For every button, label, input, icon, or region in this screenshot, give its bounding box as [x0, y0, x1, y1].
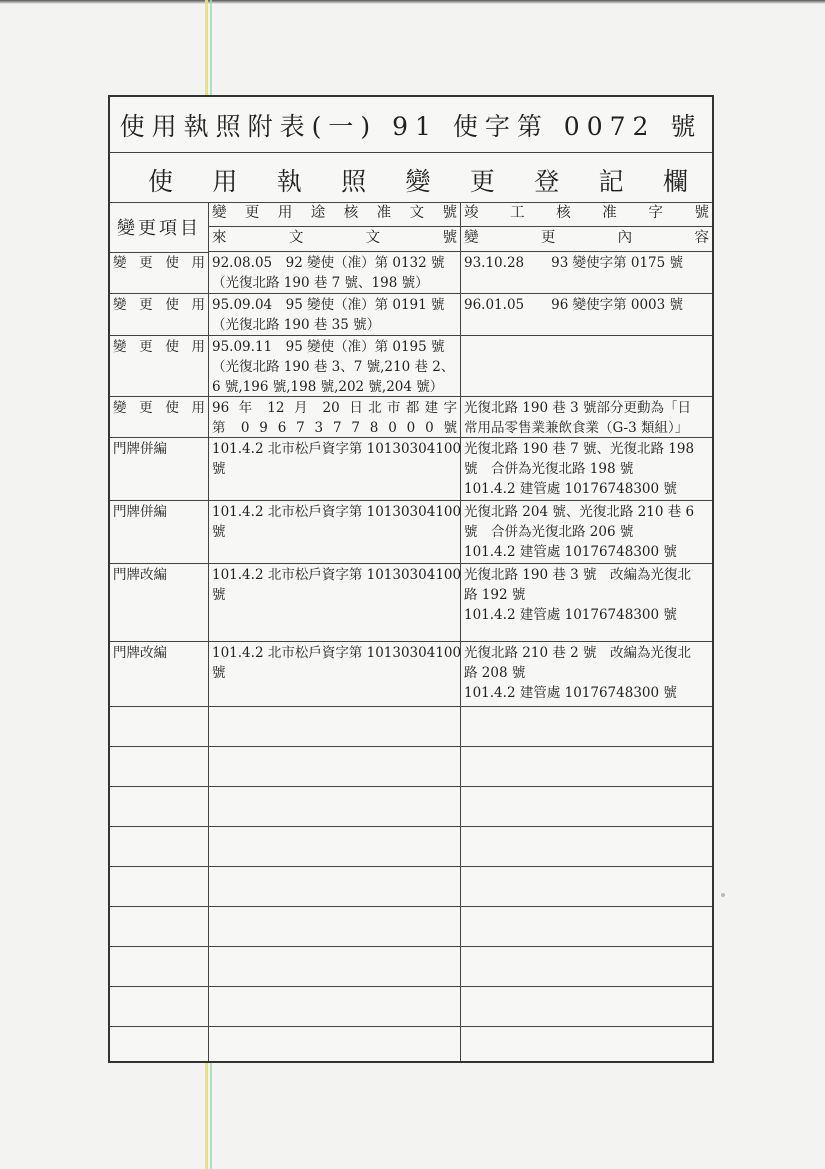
empty-cell [209, 907, 461, 946]
empty-cell [110, 867, 209, 906]
approval-line: 101.4.2 北市松戶資字第 10130304100 [212, 504, 462, 520]
table-row [110, 564, 712, 642]
approval-cell [209, 564, 461, 641]
approval-line: （光復北路 190 巷 3、7 號,210 巷 2、 [212, 359, 455, 375]
approval-line: 101.4.2 北市松戶資字第 10130304100 [212, 441, 462, 457]
approval-cell [209, 336, 461, 396]
approval-line: 95.09.04 95 變使（准）第 0191 號 [212, 297, 445, 313]
approval-line: 號 [212, 524, 226, 540]
empty-cell [110, 787, 209, 826]
change-item-text: 門牌改編 [113, 567, 167, 583]
empty-row [110, 1027, 712, 1061]
detail-line: 101.4.2 建管處 10176748300 號 [464, 544, 677, 560]
table-row [110, 397, 712, 438]
permit-change-table [108, 95, 714, 1063]
empty-cell [461, 987, 712, 1026]
empty-cell [461, 787, 712, 826]
empty-cell [209, 1027, 461, 1061]
empty-cell [209, 947, 461, 986]
detail-line: 96.01.05 96 變使字第 0003 號 [464, 297, 684, 313]
approval-line: 6 號,196 號,198 號,202 號,204 號） [212, 379, 444, 395]
header-completion-number: 竣 工 核 准 字 號 [461, 202, 712, 227]
change-item-text: 變 更 使 用 [113, 297, 205, 313]
empty-row [110, 867, 712, 907]
detail-line: 光復北路 204 號、光復北路 210 巷 6 [464, 504, 695, 520]
approval-line: （光復北路 190 巷 7 號、198 號） [212, 275, 429, 291]
change-item-cell [110, 564, 209, 641]
empty-cell [110, 747, 209, 786]
change-item-cell [110, 438, 209, 500]
empty-cell [209, 707, 461, 746]
approval-cell [209, 294, 461, 335]
empty-cell [209, 867, 461, 906]
detail-cell [461, 501, 712, 563]
section-title-row [110, 152, 712, 203]
empty-cell [209, 747, 461, 786]
approval-line: 第 0 9 6 7 3 7 7 8 0 0 0 號 [212, 420, 457, 436]
detail-line: 101.4.2 建管處 10176748300 號 [464, 607, 677, 623]
change-item-text: 變 更 使 用 [113, 255, 205, 271]
change-item-text: 門牌併編 [113, 441, 167, 457]
approval-cell [209, 501, 461, 563]
scan-edge-shadow [0, 0, 825, 4]
empty-cell [110, 987, 209, 1026]
detail-cell [461, 564, 712, 641]
empty-cell [110, 907, 209, 946]
empty-cell [461, 867, 712, 906]
change-item-cell [110, 501, 209, 563]
detail-line: 光復北路 190 巷 3 號部分更動為「日 [464, 400, 692, 416]
approval-line: 101.4.2 北市松戶資字第 10130304100 [212, 567, 462, 583]
approval-cell [209, 397, 461, 437]
empty-cell [110, 827, 209, 866]
table-row [110, 501, 712, 564]
detail-line: 101.4.2 建管處 10176748300 號 [464, 481, 677, 497]
approval-cell [209, 252, 461, 293]
section-title: 使用執照變更登記欄 [148, 167, 688, 196]
table-row [110, 252, 712, 294]
empty-row [110, 907, 712, 947]
detail-cell [461, 397, 712, 437]
detail-cell [461, 438, 712, 500]
detail-line: 路 192 號 [464, 587, 526, 603]
header-change-content: 變 更 內 容 [461, 227, 712, 252]
empty-cell [110, 707, 209, 746]
empty-cell [461, 747, 712, 786]
empty-cell [110, 947, 209, 986]
table-row [110, 438, 712, 501]
detail-line: 常用品零售業兼飲食業（G-3 類組）」 [464, 420, 689, 436]
approval-cell [209, 438, 461, 500]
empty-row [110, 987, 712, 1027]
empty-row [110, 747, 712, 787]
change-item-cell [110, 294, 209, 335]
approval-line: 96 年 12 月 20 日北市都建字 [212, 400, 457, 416]
header-change-item: 變更項目 [110, 202, 209, 253]
empty-row [110, 787, 712, 827]
document-title: 使用執照附表(一) 91 使字第 0072 號 [110, 97, 712, 153]
table-row [110, 642, 712, 707]
empty-cell [461, 1027, 712, 1061]
detail-cell [461, 336, 712, 396]
detail-line: 光復北路 190 巷 7 號、光復北路 198 [464, 441, 695, 457]
detail-line: 光復北路 190 巷 3 號 改編為光復北 [464, 567, 692, 583]
detail-cell [461, 642, 712, 706]
approval-cell [209, 642, 461, 706]
header-approval-number: 變 更 用 途 核 准 文 號 [209, 202, 461, 227]
empty-row [110, 947, 712, 987]
header-incoming-doc: 來 文 文 號 [209, 227, 461, 252]
change-item-cell [110, 642, 209, 706]
approval-line: 號 [212, 587, 226, 603]
empty-cell [209, 787, 461, 826]
detail-line: 號 合併為光復北路 206 號 [464, 524, 634, 540]
change-item-cell [110, 336, 209, 396]
table-row [110, 294, 712, 336]
empty-cell [209, 987, 461, 1026]
empty-row [110, 827, 712, 867]
empty-cell [110, 1027, 209, 1061]
change-item-text: 門牌改編 [113, 645, 167, 661]
empty-cell [461, 827, 712, 866]
change-item-cell [110, 397, 209, 437]
approval-line: 92.08.05 92 變使（准）第 0132 號 [212, 255, 445, 271]
change-item-text: 門牌併編 [113, 504, 167, 520]
approval-line: （光復北路 190 巷 35 號） [212, 317, 381, 333]
empty-cell [461, 947, 712, 986]
change-item-text: 變 更 使 用 [113, 400, 205, 416]
detail-line: 光復北路 210 巷 2 號 改編為光復北 [464, 645, 692, 661]
approval-line: 95.09.11 95 變使（准）第 0195 號 [212, 339, 445, 355]
empty-cell [209, 827, 461, 866]
scan-speck [721, 893, 725, 897]
empty-row [110, 707, 712, 747]
detail-cell [461, 294, 712, 335]
approval-line: 號 [212, 665, 226, 681]
empty-cell [461, 707, 712, 746]
table-row [110, 336, 712, 397]
change-item-text: 變 更 使 用 [113, 339, 205, 355]
detail-line: 93.10.28 93 變使字第 0175 號 [464, 255, 684, 271]
approval-line: 號 [212, 461, 226, 477]
detail-line: 101.4.2 建管處 10176748300 號 [464, 685, 677, 701]
change-item-cell [110, 252, 209, 293]
empty-cell [461, 907, 712, 946]
approval-line: 101.4.2 北市松戶資字第 10130304100 [212, 645, 462, 661]
detail-cell [461, 252, 712, 293]
detail-line: 號 合併為光復北路 198 號 [464, 461, 634, 477]
detail-line: 路 208 號 [464, 665, 526, 681]
